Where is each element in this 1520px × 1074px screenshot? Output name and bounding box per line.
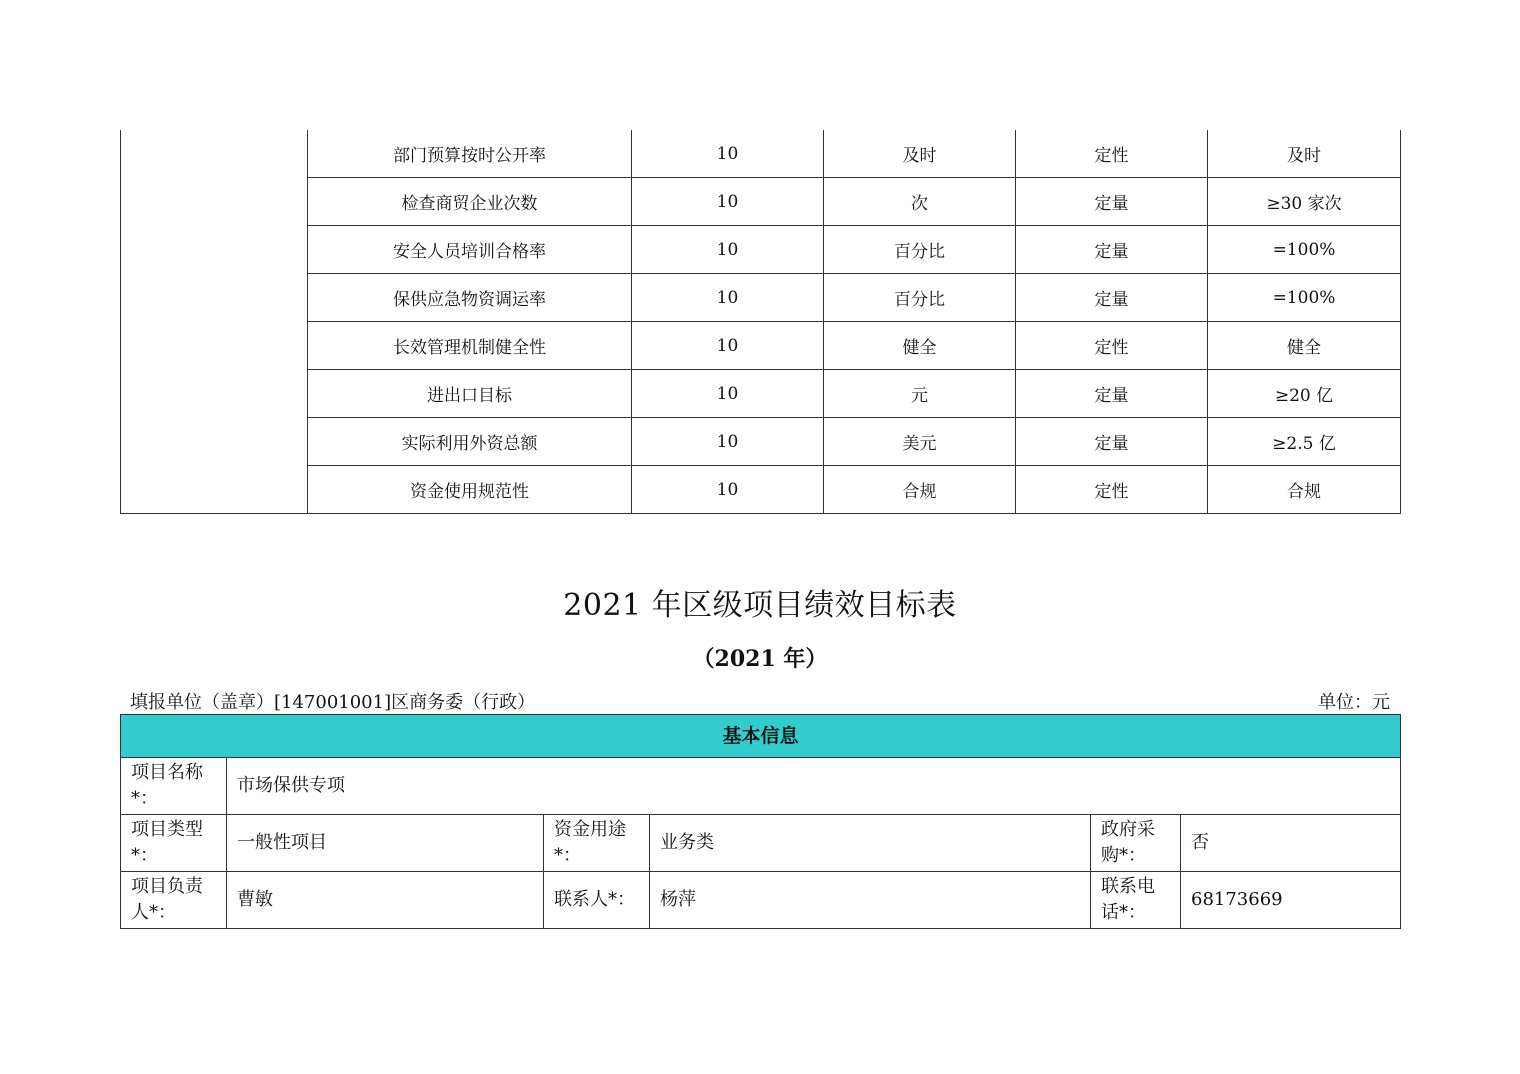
phone-label: 联系电话*： (1091, 872, 1181, 929)
project-type-label: 项目类型*： (121, 815, 227, 872)
indicator-target-cell: =100% (1208, 226, 1401, 274)
indicator-nature-cell: 定量 (1016, 418, 1208, 466)
indicator-name-cell: 检查商贸企业次数 (308, 178, 632, 226)
page-title: 2021 年区级项目绩效目标表 (563, 588, 957, 623)
indicator-name-cell: 实际利用外资总额 (308, 418, 632, 466)
page-subtitle: （2021 年） (692, 646, 828, 672)
indicator-target-cell: ≥20 亿 (1208, 370, 1401, 418)
table-row (121, 130, 1401, 178)
project-name-value: 市场保供专项 (227, 758, 1401, 815)
indicator-unit-cell: 次 (824, 178, 1016, 226)
indicator-name-cell: 长效管理机制健全性 (308, 322, 632, 370)
phone-value: 68173669 (1181, 872, 1401, 929)
fill-unit-label: 填报单位（盖章）[147001001]区商务委（行政） (130, 692, 536, 713)
indicator-weight-cell: 10 (632, 178, 824, 226)
table-row (121, 178, 1401, 226)
indicator-weight-cell: 10 (632, 466, 824, 514)
indicator-category-cell (121, 130, 308, 514)
gov-purchase-value: 否 (1181, 815, 1401, 872)
indicator-target-cell: =100% (1208, 274, 1401, 322)
indicator-nature-cell: 定量 (1016, 370, 1208, 418)
table-row (121, 418, 1401, 466)
indicator-target-cell: 合规 (1208, 466, 1401, 514)
indicator-unit-cell: 健全 (824, 322, 1016, 370)
fund-use-label: 资金用途*： (544, 815, 650, 872)
indicator-weight-cell: 10 (632, 418, 824, 466)
project-type-value: 一般性项目 (227, 815, 544, 872)
leader-value: 曹敏 (227, 872, 544, 929)
indicator-weight-cell: 10 (632, 274, 824, 322)
indicator-unit-cell: 合规 (824, 466, 1016, 514)
indicator-target-cell: 健全 (1208, 322, 1401, 370)
unit-label: 单位：元 (1318, 692, 1390, 713)
section-header-basic-info: 基本信息 (121, 715, 1401, 758)
indicator-name-cell: 部门预算按时公开率 (308, 130, 632, 178)
indicator-nature-cell: 定量 (1016, 274, 1208, 322)
indicator-unit-cell: 及时 (824, 130, 1016, 178)
contact-value: 杨萍 (650, 872, 1091, 929)
indicator-weight-cell: 10 (632, 130, 824, 178)
indicator-name-cell: 保供应急物资调运率 (308, 274, 632, 322)
indicator-nature-cell: 定量 (1016, 178, 1208, 226)
indicator-name-cell: 资金使用规范性 (308, 466, 632, 514)
indicator-unit-cell: 元 (824, 370, 1016, 418)
indicator-unit-cell: 百分比 (824, 226, 1016, 274)
table-row (121, 466, 1401, 514)
leader-label: 项目负责人*： (121, 872, 227, 929)
indicator-weight-cell: 10 (632, 322, 824, 370)
table-row (121, 274, 1401, 322)
indicator-nature-cell: 定性 (1016, 466, 1208, 514)
fund-use-value: 业务类 (650, 815, 1091, 872)
indicator-weight-cell: 10 (632, 370, 824, 418)
indicator-nature-cell: 定性 (1016, 322, 1208, 370)
indicator-target-cell: 及时 (1208, 130, 1401, 178)
indicator-table (120, 130, 1401, 514)
basic-info-table (120, 714, 1401, 929)
indicator-unit-cell: 美元 (824, 418, 1016, 466)
table-row (121, 226, 1401, 274)
indicator-unit-cell: 百分比 (824, 274, 1016, 322)
indicator-target-cell: ≥2.5 亿 (1208, 418, 1401, 466)
project-name-label: 项目名称*： (121, 758, 227, 815)
table-row (121, 322, 1401, 370)
contact-label: 联系人*： (544, 872, 650, 929)
indicator-nature-cell: 定量 (1016, 226, 1208, 274)
indicator-name-cell: 进出口目标 (308, 370, 632, 418)
table-row (121, 370, 1401, 418)
gov-purchase-label: 政府采购*： (1091, 815, 1181, 872)
indicator-nature-cell: 定性 (1016, 130, 1208, 178)
indicator-weight-cell: 10 (632, 226, 824, 274)
indicator-target-cell: ≥30 家次 (1208, 178, 1401, 226)
indicator-name-cell: 安全人员培训合格率 (308, 226, 632, 274)
